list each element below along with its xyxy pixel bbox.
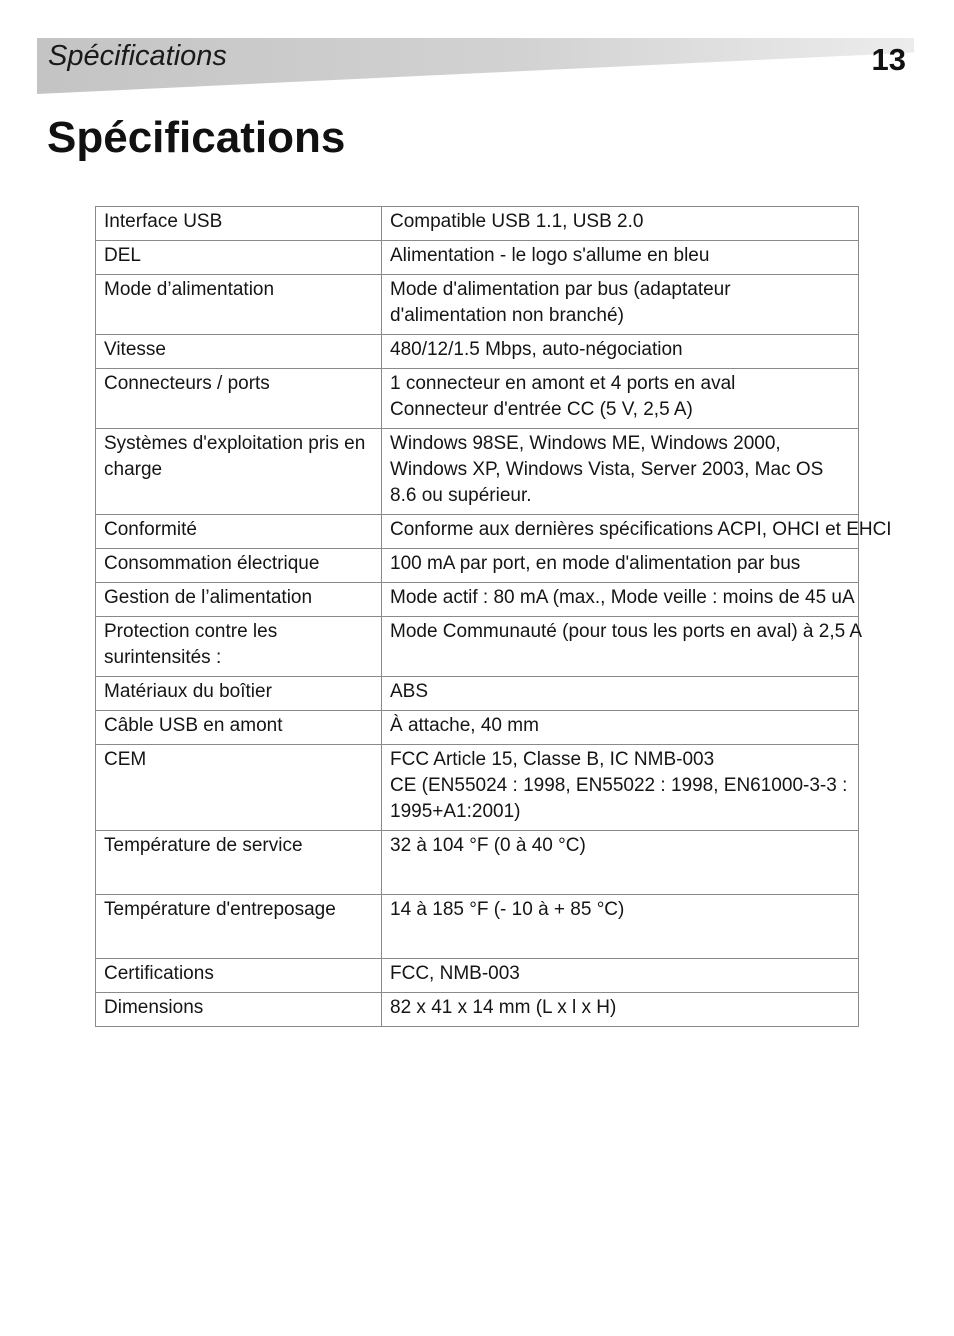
spec-value: 480/12/1.5 Mbps, auto-négociation [382, 335, 859, 369]
spec-value: Mode actif : 80 mA (max., Mode veille : moins de 45 uA [382, 583, 859, 617]
spec-label: Gestion de l’alimentation [96, 583, 382, 617]
spec-label: Température d'entreposage [96, 895, 382, 959]
spec-row [96, 993, 859, 1027]
spec-value: FCC Article 15, Classe B, IC NMB-003 CE (EN55024 : 1998, EN55022 : 1998, EN61000-3-3 : 1995+A1:2001) [382, 745, 859, 831]
spec-value: À attache, 40 mm [382, 711, 859, 745]
specifications-table [95, 206, 892, 1027]
running-header-title: Spécifications [48, 40, 227, 72]
spec-value: 82 x 41 x 14 mm (L x l x H) [382, 993, 859, 1027]
spec-label: CEM [96, 745, 382, 831]
spec-value: 100 mA par port, en mode d'alimentation par bus [382, 549, 859, 583]
spec-row [96, 617, 859, 677]
spec-label: Vitesse [96, 335, 382, 369]
page-title: Spécifications [47, 113, 346, 162]
spec-row [96, 895, 859, 959]
spec-value: Compatible USB 1.1, USB 2.0 [382, 207, 859, 241]
spec-value: Alimentation - le logo s'allume en bleu [382, 241, 859, 275]
spec-label: Systèmes d'exploitation pris en charge [96, 429, 382, 515]
spec-label: DEL [96, 241, 382, 275]
spec-row [96, 583, 859, 617]
spec-value: 1 connecteur en amont et 4 ports en aval Connecteur d'entrée CC (5 V, 2,5 A) [382, 369, 859, 429]
spec-value: Conforme aux dernières spécifications ACPI, OHCI et EHCI [382, 515, 859, 549]
spec-row [96, 959, 859, 993]
spec-label: Température de service [96, 831, 382, 895]
spec-label: Matériaux du boîtier [96, 677, 382, 711]
spec-row [96, 207, 859, 241]
spec-row [96, 369, 859, 429]
spec-row [96, 275, 859, 335]
spec-row [96, 549, 859, 583]
spec-row [96, 745, 859, 831]
spec-label: Protection contre les surintensités : [96, 617, 382, 677]
spec-label: Câble USB en amont [96, 711, 382, 745]
spec-value: FCC, NMB-003 [382, 959, 859, 993]
spec-row [96, 241, 859, 275]
spec-row [96, 515, 859, 549]
spec-label: Conformité [96, 515, 382, 549]
page-number: 13 [871, 42, 906, 77]
spec-label: Dimensions [96, 993, 382, 1027]
spec-label: Interface USB [96, 207, 382, 241]
spec-value: Mode d'alimentation par bus (adaptateur d'alimentation non branché) [382, 275, 859, 335]
spec-row [96, 831, 859, 895]
spec-value: Mode Communauté (pour tous les ports en aval) à 2,5 A [382, 617, 859, 677]
spec-label: Connecteurs / ports [96, 369, 382, 429]
spec-label: Mode d’alimentation [96, 275, 382, 335]
spec-value: Windows 98SE, Windows ME, Windows 2000, Windows XP, Windows Vista, Server 2003, Mac OS 8.6 ou supérieur. [382, 429, 859, 515]
spec-label: Consommation électrique [96, 549, 382, 583]
spec-row [96, 677, 859, 711]
spec-row [96, 711, 859, 745]
spec-row [96, 335, 859, 369]
spec-label: Certifications [96, 959, 382, 993]
spec-value: 32 à 104 °F (0 à 40 °C) [382, 831, 859, 895]
spec-value: 14 à 185 °F (- 10 à + 85 °C) [382, 895, 859, 959]
spec-row [96, 429, 859, 515]
spec-value: ABS [382, 677, 859, 711]
